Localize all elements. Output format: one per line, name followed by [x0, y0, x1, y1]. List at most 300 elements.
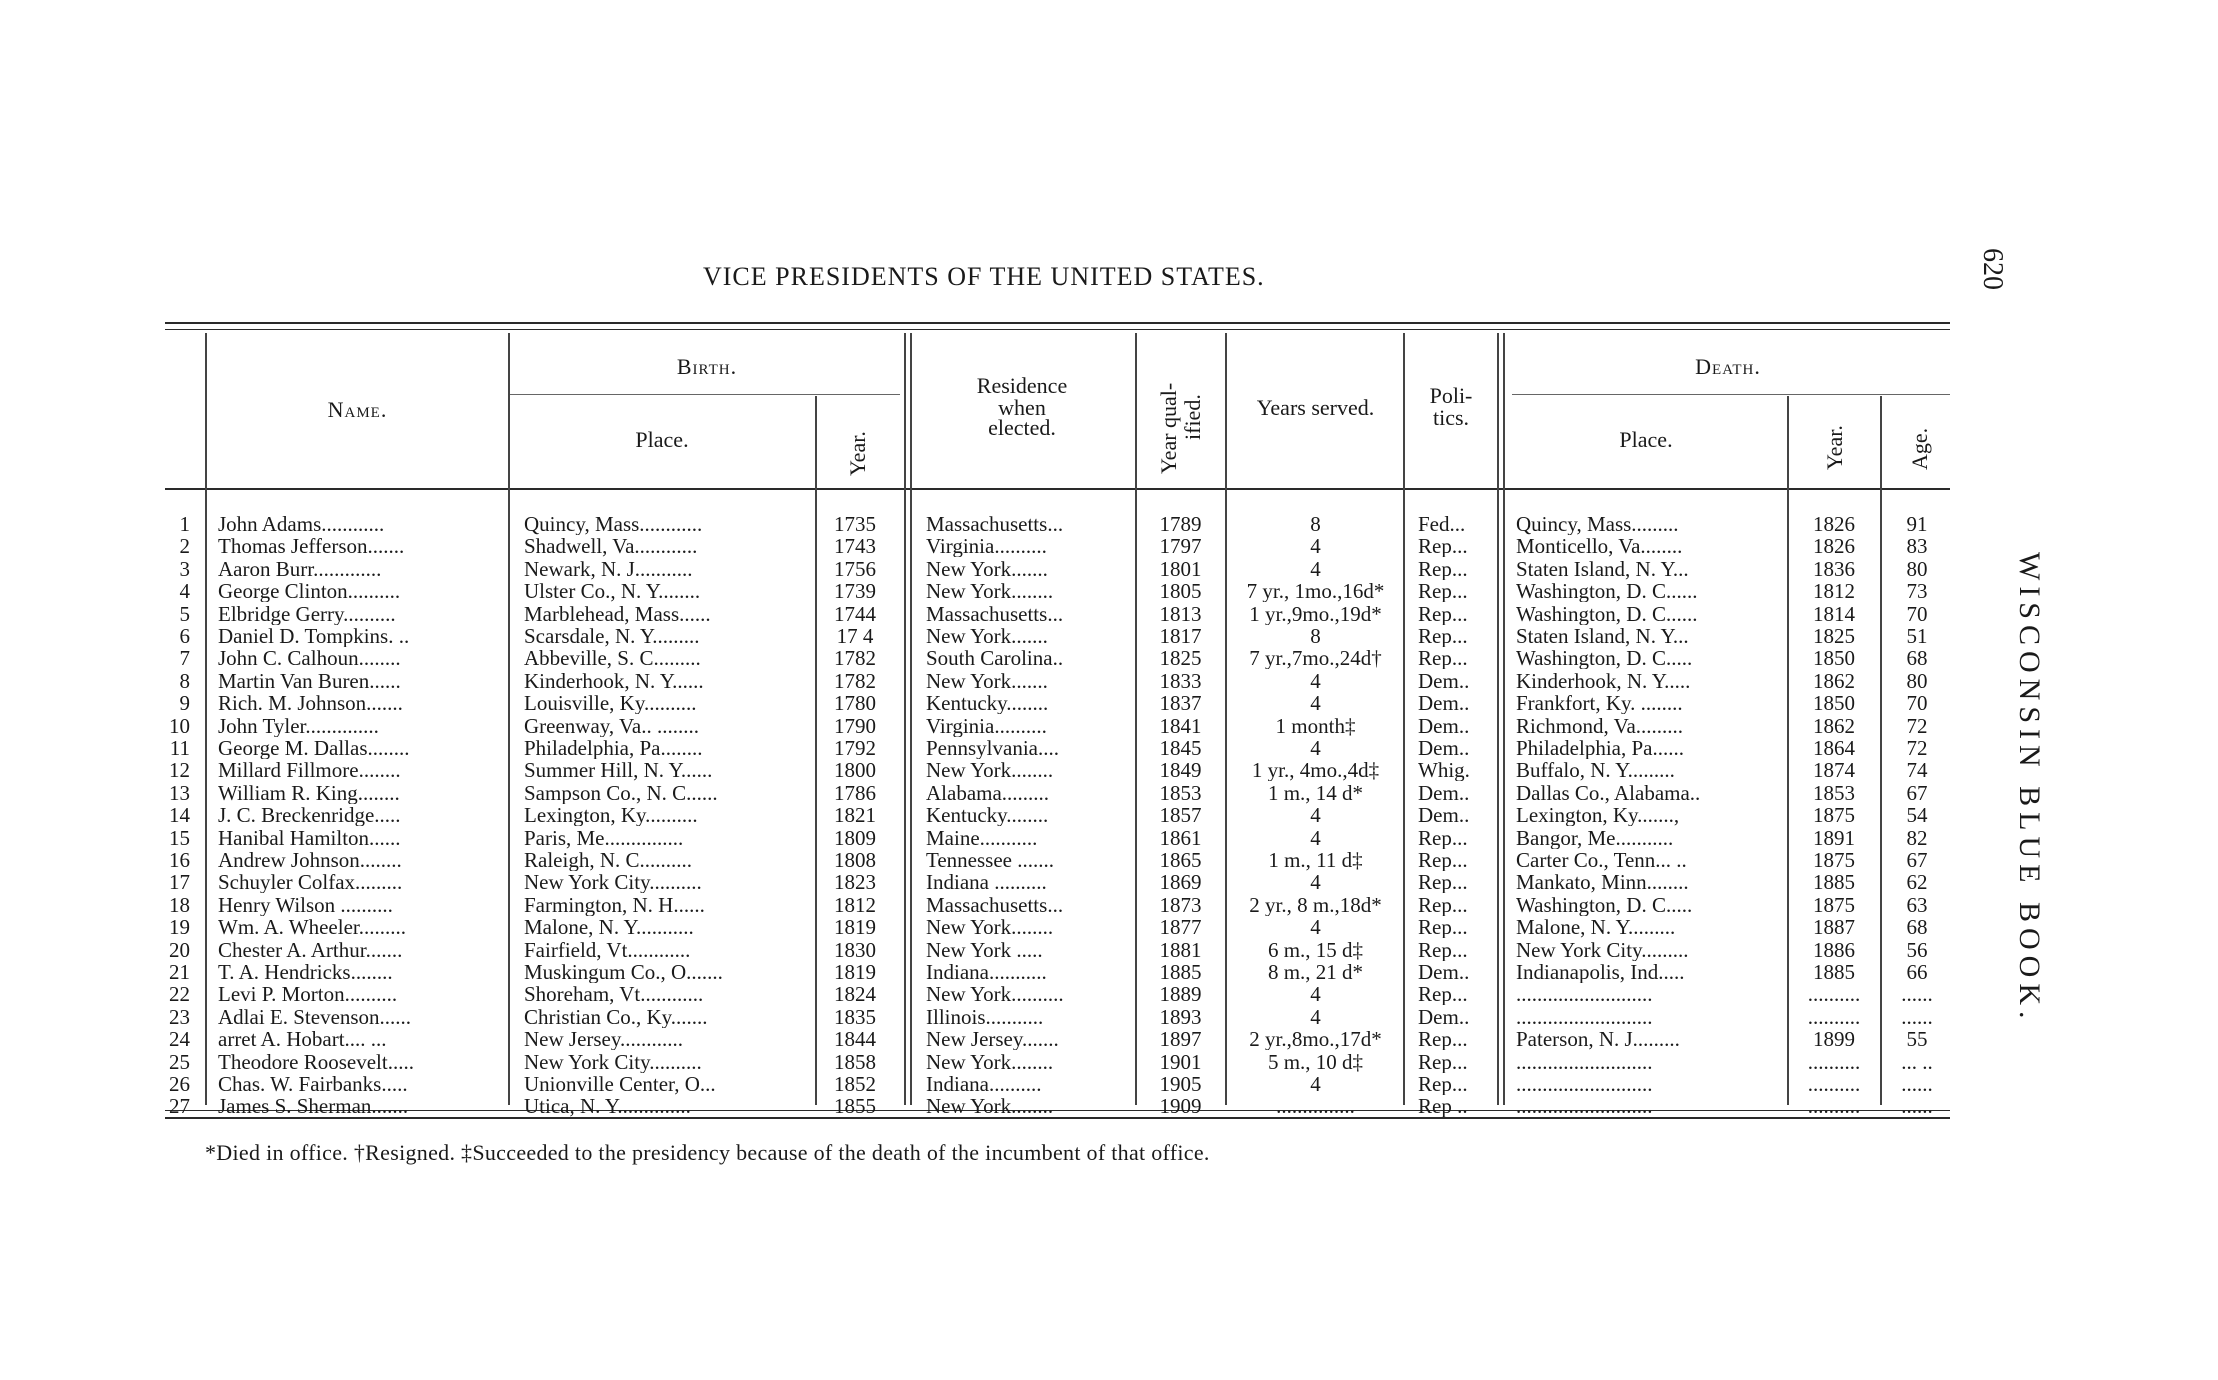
cell-year-qualified: 1869 — [1159, 871, 1202, 894]
cell-no: 22 — [169, 983, 190, 1006]
residence-line-3: elected. — [988, 415, 1056, 440]
cell-years-served: 7 yr.,7mo.,24d† — [1249, 647, 1382, 670]
cell-death-year: .......... — [1807, 983, 1861, 1006]
cell-birth-place: Abbeville, S. C......... — [524, 647, 701, 670]
cell-birth-year: 1780 — [834, 692, 876, 715]
cell-politics: Dem.. — [1418, 781, 1470, 804]
cell-death-place: Staten Island, N. Y... — [1516, 625, 1689, 647]
cell-birth-year: 1782 — [834, 669, 876, 692]
cell-years-served: 4 — [1310, 669, 1321, 692]
cell-death-year: 1862 — [1813, 669, 1855, 692]
cell-no: 12 — [169, 759, 190, 782]
cell-politics: Rep... — [1418, 647, 1468, 670]
footnote: *Died in office. †Resigned. ‡Succeeded to the presidency because of the death of the incumbent of that office. — [205, 1140, 1210, 1165]
cell-no: 7 — [179, 647, 190, 670]
cell-year-qualified: 1797 — [1159, 535, 1202, 558]
cell-politics: Rep... — [1418, 849, 1468, 871]
table-row — [0, 513, 1960, 535]
cell-no: 5 — [179, 602, 190, 625]
cell-death-year: 1875 — [1813, 893, 1855, 916]
cell-birth-year: 17 4 — [836, 625, 874, 647]
cell-no: 21 — [169, 961, 190, 983]
cell-no: 27 — [169, 1095, 190, 1118]
cell-year-qualified: 1833 — [1159, 669, 1202, 692]
cell-birth-year: 1782 — [834, 647, 876, 670]
cell-residence: Kentucky........ — [926, 804, 1049, 827]
table-row — [0, 1006, 1960, 1028]
cell-name: Thomas Jefferson....... — [218, 535, 405, 558]
cell-death-place: Kinderhook, N. Y..... — [1516, 669, 1691, 692]
col-header-death: Death. — [1695, 354, 1761, 379]
table-row — [0, 647, 1960, 669]
cell-years-served: 4 — [1310, 826, 1321, 849]
cell-residence: Indiana .......... — [926, 871, 1047, 894]
cell-residence: New York........ — [926, 1095, 1054, 1118]
cell-birth-place: Paris, Me............... — [524, 826, 684, 849]
cell-residence: Indiana........... — [926, 961, 1047, 983]
cell-death-place: Lexington, Ky......., — [1516, 804, 1680, 827]
residence-line-2: when — [998, 395, 1046, 420]
cell-name: Henry Wilson .......... — [218, 893, 393, 916]
cell-year-qualified: 1789 — [1159, 513, 1202, 535]
cell-birth-place: Shadwell, Va............ — [524, 535, 698, 558]
cell-death-year: 1875 — [1813, 804, 1855, 827]
col-header-years-served: Years served. — [1256, 395, 1375, 420]
cell-year-qualified: 1817 — [1159, 625, 1202, 647]
cell-politics: Whig. — [1418, 759, 1470, 782]
cell-death-place: Richmond, Va......... — [1516, 714, 1684, 737]
cell-age: 70 — [1906, 602, 1928, 625]
cell-residence: Alabama......... — [926, 781, 1050, 804]
cell-year-qualified: 1873 — [1159, 893, 1202, 916]
cell-year-qualified: 1889 — [1159, 983, 1202, 1006]
cell-death-place: Washington, D. C..... — [1516, 893, 1693, 916]
page-number: 620 — [1977, 248, 2008, 290]
cell-year-qualified: 1837 — [1159, 692, 1202, 715]
header-rule — [165, 488, 1950, 490]
cell-birth-year: 1808 — [834, 849, 876, 871]
cell-years-served: 7 yr., 1mo.,16d* — [1246, 580, 1385, 603]
cell-residence: Tennessee ....... — [926, 849, 1054, 871]
cell-no: 3 — [179, 557, 190, 580]
cell-death-place: .......................... — [1516, 1005, 1653, 1028]
cell-birth-year: 1819 — [834, 916, 876, 939]
cell-no: 13 — [169, 781, 190, 804]
cell-birth-year: 1756 — [834, 557, 876, 580]
cell-residence: New York....... — [926, 557, 1048, 580]
cell-politics: Rep... — [1418, 580, 1468, 603]
cell-residence: Kentucky........ — [926, 692, 1049, 715]
cell-years-served: 4 — [1310, 1073, 1321, 1095]
table-row — [0, 715, 1960, 737]
page-title: VICE PRESIDENTS OF THE UNITED STATES. — [703, 262, 1265, 291]
cell-name: Theodore Roosevelt..... — [218, 1050, 414, 1073]
cell-residence: Indiana.......... — [926, 1073, 1042, 1095]
cell-name: Millard Fillmore........ — [218, 759, 401, 782]
cell-residence: Massachusetts... — [926, 893, 1064, 916]
cell-years-served: 4 — [1310, 692, 1321, 715]
cell-age: 80 — [1906, 669, 1928, 692]
cell-birth-place: Philadelphia, Pa........ — [524, 737, 703, 759]
cell-politics: Fed... — [1418, 513, 1466, 535]
cell-age: 72 — [1906, 714, 1928, 737]
cell-years-served: 1 month‡ — [1275, 714, 1356, 737]
table-row — [0, 558, 1960, 580]
cell-birth-year: 1744 — [834, 602, 876, 625]
cell-age: 73 — [1906, 580, 1928, 603]
cell-no: 23 — [169, 1005, 190, 1028]
table-row — [0, 871, 1960, 893]
cell-birth-place: Raleigh, N. C.......... — [524, 849, 692, 871]
cell-death-place: Washington, D. C...... — [1516, 580, 1698, 603]
cell-no: 4 — [179, 580, 190, 603]
col-header-year-qualified: Year qual- — [1156, 382, 1181, 474]
cell-death-place: Quincy, Mass......... — [1516, 513, 1679, 535]
cell-residence: Virginia.......... — [926, 714, 1047, 737]
cell-politics: Dem.. — [1418, 804, 1470, 827]
cell-death-year: 1812 — [1813, 580, 1855, 603]
table-row — [0, 961, 1960, 983]
table-row — [0, 894, 1960, 916]
cell-birth-year: 1739 — [834, 580, 876, 603]
cell-years-served: 8 m., 21 d* — [1267, 961, 1364, 983]
cell-name: William R. King........ — [218, 781, 400, 804]
cell-no: 1 — [179, 513, 190, 535]
cell-no: 2 — [179, 535, 190, 558]
cell-death-year: 1862 — [1813, 714, 1855, 737]
col-header-residence — [912, 374, 1132, 438]
cell-birth-year: 1786 — [834, 781, 876, 804]
cell-age: 56 — [1906, 938, 1928, 961]
politics-line-1: Poli- — [1429, 383, 1473, 408]
cell-year-qualified: 1881 — [1159, 938, 1202, 961]
cell-birth-year: 1858 — [834, 1050, 876, 1073]
cell-year-qualified: 1897 — [1159, 1028, 1202, 1051]
cell-death-year: 1875 — [1813, 849, 1855, 871]
cell-years-served: 4 — [1310, 804, 1321, 827]
cell-years-served: 2 yr.,8mo.,17d* — [1249, 1028, 1382, 1051]
cell-age: 66 — [1906, 961, 1928, 983]
cell-years-served: 4 — [1310, 916, 1321, 939]
cell-residence: New Jersey....... — [926, 1028, 1059, 1051]
cell-year-qualified: 1901 — [1159, 1050, 1202, 1073]
cell-age: 54 — [1906, 804, 1928, 827]
cell-name: Adlai E. Stevenson...... — [218, 1005, 412, 1028]
cell-residence: New York........ — [926, 916, 1054, 939]
cell-birth-place: Louisville, Ky.......... — [524, 692, 697, 715]
table-row — [0, 603, 1960, 625]
cell-death-year: .......... — [1807, 1005, 1861, 1028]
cell-death-year: 1814 — [1813, 602, 1855, 625]
cell-years-served: 1 m., 11 d‡ — [1268, 849, 1363, 871]
table-row — [0, 670, 1960, 692]
cell-years-served: 4 — [1310, 1005, 1321, 1028]
cell-years-served: 4 — [1310, 737, 1321, 759]
cell-name: Chas. W. Fairbanks..... — [218, 1073, 408, 1095]
cell-residence: Pennsylvania.... — [926, 737, 1059, 759]
cell-year-qualified: 1885 — [1159, 961, 1202, 983]
cell-no: 25 — [169, 1050, 190, 1073]
birth-group-rule — [510, 394, 900, 395]
cell-birth-place: Utica, N. Y.............. — [524, 1095, 691, 1118]
cell-years-served: 8 — [1310, 513, 1321, 535]
cell-name: James S. Sherman....... — [218, 1095, 409, 1118]
cell-death-year: 1836 — [1813, 557, 1855, 580]
cell-death-year: 1826 — [1813, 513, 1855, 535]
cell-name: George Clinton.......... — [218, 580, 401, 603]
table-row — [0, 1028, 1960, 1050]
cell-no: 19 — [169, 916, 190, 939]
table-row — [0, 983, 1960, 1005]
cell-name: John C. Calhoun........ — [218, 647, 401, 670]
residence-line-1: Residence — [976, 373, 1068, 398]
cell-name: John Adams............ — [218, 513, 385, 535]
cell-age: 70 — [1906, 692, 1928, 715]
top-rule-inner — [165, 329, 1950, 330]
cell-politics: Rep .. — [1418, 1095, 1468, 1118]
cell-death-place: Monticello, Va........ — [1516, 535, 1683, 558]
table-row — [0, 804, 1960, 826]
cell-birth-year: 1743 — [834, 535, 876, 558]
cell-birth-year: 1819 — [834, 961, 876, 983]
cell-residence: South Carolina.. — [926, 647, 1064, 670]
cell-death-year: 1899 — [1813, 1028, 1855, 1051]
cell-birth-place: Christian Co., Ky....... — [524, 1005, 708, 1028]
top-rule — [165, 322, 1950, 324]
table-row — [0, 759, 1960, 781]
cell-age: 72 — [1906, 737, 1928, 759]
cell-birth-place: Kinderhook, N. Y...... — [524, 669, 704, 692]
cell-death-year: 1826 — [1813, 535, 1855, 558]
cell-residence: Maine........... — [926, 826, 1038, 849]
cell-age: ... .. — [1901, 1050, 1933, 1073]
cell-years-served: 1 m., 14 d* — [1267, 781, 1364, 804]
cell-birth-place: Malone, N. Y........... — [524, 916, 694, 939]
cell-residence: Massachusetts... — [926, 602, 1064, 625]
cell-death-year: .......... — [1807, 1073, 1861, 1095]
cell-politics: Rep... — [1418, 871, 1468, 894]
cell-year-qualified: 1853 — [1159, 781, 1202, 804]
cell-years-served: 2 yr., 8 m.,18d* — [1249, 893, 1382, 916]
cell-age: ...... — [1901, 1005, 1933, 1028]
cell-politics: Rep... — [1418, 557, 1468, 580]
table-row — [0, 737, 1960, 759]
cell-name: Andrew Johnson........ — [218, 849, 402, 871]
cell-age: 51 — [1906, 625, 1928, 647]
cell-years-served: 1 yr., 4mo.,4d‡ — [1251, 759, 1380, 782]
col-header-birth: Birth. — [676, 354, 738, 379]
cell-year-qualified: 1877 — [1159, 916, 1202, 939]
cell-name: Daniel D. Tompkins. .. — [218, 625, 410, 647]
table-row — [0, 939, 1960, 961]
cell-politics: Rep... — [1418, 893, 1468, 916]
cell-no: 18 — [169, 893, 190, 916]
cell-name: Wm. A. Wheeler......... — [218, 916, 406, 939]
cell-no: 6 — [179, 625, 190, 647]
cell-death-place: Carter Co., Tenn... .. — [1516, 849, 1687, 871]
cell-no: 20 — [169, 938, 190, 961]
cell-death-place: Paterson, N. J......... — [1516, 1028, 1680, 1051]
cell-year-qualified: 1805 — [1159, 580, 1202, 603]
table-row — [0, 1073, 1960, 1095]
cell-residence: New York........ — [926, 759, 1054, 782]
cell-year-qualified: 1905 — [1159, 1073, 1202, 1095]
cell-age: 68 — [1906, 916, 1928, 939]
cell-politics: Rep... — [1418, 916, 1468, 939]
col-header-death-place: Place. — [1619, 427, 1673, 452]
cell-no: 8 — [179, 669, 190, 692]
cell-death-place: Mankato, Minn........ — [1516, 871, 1689, 894]
cell-name: arret A. Hobart.... ... — [218, 1028, 387, 1051]
col-header-name: Name. — [327, 397, 388, 422]
cell-death-place: Dallas Co., Alabama.. — [1516, 781, 1701, 804]
cell-no: 14 — [169, 804, 190, 827]
table-row — [0, 692, 1960, 714]
cell-no: 15 — [169, 826, 190, 849]
cell-birth-year: 1835 — [834, 1005, 876, 1028]
cell-name: John Tyler.............. — [218, 714, 379, 737]
cell-age: ...... — [1901, 1073, 1933, 1095]
cell-name: Rich. M. Johnson....... — [218, 692, 403, 715]
cell-death-year: 1886 — [1813, 938, 1855, 961]
cell-age: 67 — [1906, 781, 1928, 804]
table-row — [0, 625, 1960, 647]
cell-years-served: 6 m., 15 d‡ — [1267, 938, 1364, 961]
table-row — [0, 782, 1960, 804]
cell-politics: Rep... — [1418, 602, 1468, 625]
cell-birth-place: Scarsdale, N. Y......... — [524, 625, 700, 647]
cell-year-qualified: 1865 — [1159, 849, 1202, 871]
cell-politics: Rep... — [1418, 1028, 1468, 1051]
cell-death-place: Indianapolis, Ind..... — [1516, 961, 1685, 983]
cell-years-served: 8 — [1310, 625, 1321, 647]
cell-residence: New York........ — [926, 580, 1054, 603]
cell-name: Levi P. Morton.......... — [218, 983, 398, 1006]
cell-residence: New York....... — [926, 669, 1048, 692]
cell-age: 67 — [1906, 849, 1928, 871]
cell-years-served: 4 — [1310, 557, 1321, 580]
cell-birth-place: Marblehead, Mass...... — [524, 602, 711, 625]
cell-birth-place: New Jersey............ — [524, 1028, 684, 1051]
cell-politics: Rep... — [1418, 938, 1468, 961]
cell-death-place: Frankfort, Ky. ........ — [1516, 692, 1683, 715]
table-row — [0, 827, 1960, 849]
cell-birth-year: 1790 — [834, 714, 876, 737]
cell-year-qualified: 1861 — [1159, 826, 1202, 849]
cell-name: George M. Dallas........ — [218, 737, 410, 759]
cell-birth-year: 1844 — [834, 1028, 876, 1051]
cell-death-place: Buffalo, N. Y......... — [1516, 759, 1675, 782]
cell-birth-year: 1821 — [834, 804, 876, 827]
cell-death-year: 1891 — [1813, 826, 1855, 849]
cell-years-served: 5 m., 10 d‡ — [1267, 1050, 1364, 1073]
cell-birth-place: Unionville Center, O... — [524, 1073, 716, 1095]
cell-politics: Rep... — [1418, 983, 1468, 1006]
cell-no: 24 — [169, 1028, 190, 1051]
cell-death-year: 1850 — [1813, 647, 1855, 670]
cell-no: 17 — [169, 871, 190, 894]
politics-line-2: tics. — [1432, 405, 1470, 430]
cell-birth-place: Sampson Co., N. C...... — [524, 781, 718, 804]
cell-years-served: 4 — [1310, 871, 1321, 894]
cell-no: 11 — [169, 737, 190, 759]
cell-death-place: .......................... — [1516, 983, 1653, 1006]
cell-politics: Dem.. — [1418, 737, 1470, 759]
cell-name: Hanibal Hamilton...... — [218, 826, 401, 849]
cell-death-year: 1853 — [1813, 781, 1855, 804]
cell-age: 83 — [1906, 535, 1928, 558]
cell-birth-place: Quincy, Mass............ — [524, 513, 703, 535]
table-row — [0, 580, 1960, 602]
cell-year-qualified: 1849 — [1159, 759, 1202, 782]
cell-birth-place: Muskingum Co., O....... — [524, 961, 723, 983]
cell-year-qualified: 1893 — [1159, 1005, 1202, 1028]
cell-years-served: ............... — [1276, 1095, 1355, 1118]
cell-age: 55 — [1906, 1028, 1928, 1051]
cell-birth-year: 1830 — [834, 938, 876, 961]
cell-death-year: 1885 — [1813, 961, 1855, 983]
cell-politics: Dem.. — [1418, 1005, 1470, 1028]
cell-politics: Dem.. — [1418, 692, 1470, 715]
cell-politics: Rep... — [1418, 1050, 1468, 1073]
cell-death-place: Staten Island, N. Y... — [1516, 557, 1689, 580]
col-header-age: Age. — [1907, 427, 1932, 470]
col-header-death-year: Year. — [1822, 425, 1847, 470]
cell-year-qualified: 1841 — [1159, 714, 1202, 737]
cell-birth-year: 1735 — [834, 513, 876, 535]
cell-name: T. A. Hendricks........ — [218, 961, 393, 983]
cell-birth-place: Fairfield, Vt............ — [524, 938, 691, 961]
cell-residence: Virginia.......... — [926, 535, 1047, 558]
cell-politics: Rep... — [1418, 625, 1468, 647]
cell-age: 63 — [1906, 893, 1928, 916]
cell-age: 68 — [1906, 647, 1928, 670]
cell-death-place: Bangor, Me........... — [1516, 826, 1674, 849]
cell-birth-place: New York City.......... — [524, 1050, 702, 1073]
cell-name: J. C. Breckenridge..... — [218, 804, 401, 827]
cell-birth-place: Newark, N. J........... — [524, 557, 693, 580]
cell-no: 9 — [179, 692, 190, 715]
cell-name: Martin Van Buren...... — [218, 669, 401, 692]
cell-birth-year: 1824 — [834, 983, 876, 1006]
cell-year-qualified: 1909 — [1159, 1095, 1202, 1118]
cell-death-place: New York City......... — [1516, 938, 1689, 961]
col-header-birth-year: Year. — [845, 431, 870, 476]
cell-birth-year: 1812 — [834, 893, 876, 916]
cell-age: ...... — [1901, 1095, 1933, 1118]
cell-age: 91 — [1906, 513, 1928, 535]
cell-residence: New York ..... — [926, 938, 1043, 961]
cell-death-year: 1850 — [1813, 692, 1855, 715]
cell-death-place: .......................... — [1516, 1095, 1653, 1118]
cell-death-year: .......... — [1807, 1095, 1861, 1118]
cell-politics: Dem.. — [1418, 714, 1470, 737]
cell-birth-year: 1800 — [834, 759, 876, 782]
cell-politics: Rep... — [1418, 1073, 1468, 1095]
table-row — [0, 916, 1960, 938]
table-row — [0, 1095, 1960, 1117]
cell-death-year: 1887 — [1813, 916, 1855, 939]
cell-death-place: Malone, N. Y......... — [1516, 916, 1676, 939]
cell-death-place: Philadelphia, Pa...... — [1516, 737, 1684, 759]
cell-age: 62 — [1906, 871, 1928, 894]
cell-birth-year: 1823 — [834, 871, 876, 894]
cell-year-qualified: 1801 — [1159, 557, 1202, 580]
cell-residence: New York.......... — [926, 983, 1064, 1006]
cell-death-year: 1825 — [1813, 625, 1855, 647]
cell-residence: Illinois........... — [926, 1005, 1044, 1028]
cell-death-place: Washington, D. C..... — [1516, 647, 1693, 670]
